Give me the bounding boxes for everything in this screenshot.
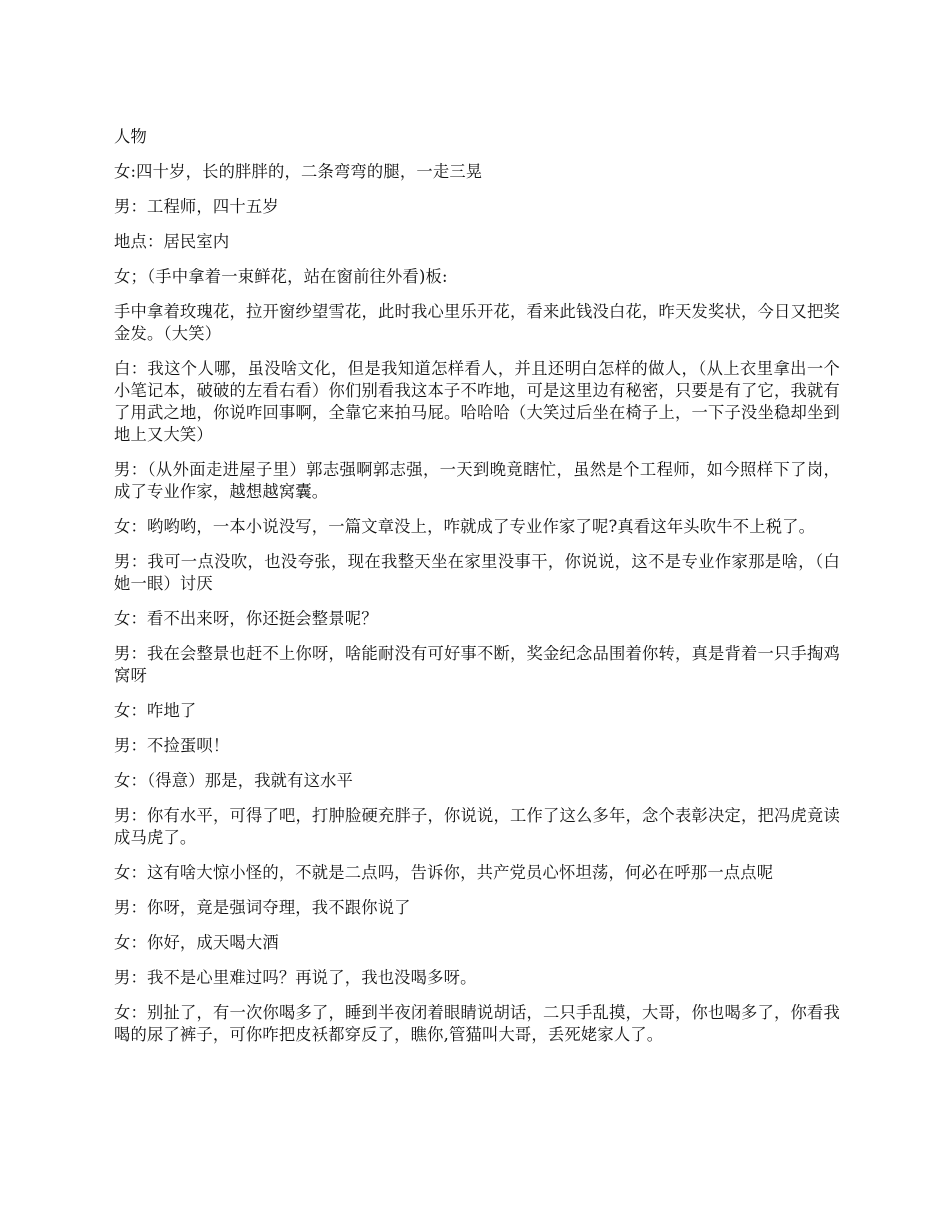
- paragraph-location: 地点：居民室内: [114, 232, 230, 251]
- paragraph-dialogue: 男：我在会整景也赶不上你呀，啥能耐没有可好事不断，奖金纪念品围着你转，真是背着一只手掏鸡窝呀: [114, 644, 840, 685]
- paragraph-dialogue: 男：你有水平，可得了吧，打肿脸硬充胖子，你说说，工作了这么多年，念个表彰决定，把冯虎竟读成马虎了。: [114, 806, 840, 847]
- paragraph-dialogue: 女：别扯了，有一次你喝多了，睡到半夜闭着眼睛说胡话，二只手乱摸，大哥，你也喝多了，你看我喝的尿了裤子，可你咋把皮袄都穿反了，瞧你,管猫叫大哥，丢死姥家人了。: [114, 1003, 840, 1044]
- paragraph-dialogue: 女：看不出来呀，你还挺会整景呢？: [114, 609, 378, 628]
- paragraph-dialogue: 男：我不是心里难过吗？再说了，我也没喝多呀。: [114, 968, 477, 987]
- paragraph-dialogue: 男：你呀，竟是强词夺理，我不跟你说了: [114, 898, 411, 917]
- paragraph-dialogue: 男：不捡蛋呗！: [114, 736, 230, 755]
- paragraph-verse: 手中拿着玫瑰花，拉开窗纱望雪花，此时我心里乐开花，看来此钱没白花，昨天发奖状，今日又把奖金发。（大笑）: [114, 302, 840, 343]
- paragraph-dialogue: 女：哟哟哟，一本小说没写，一篇文章没上，咋就成了专业作家了呢?真看这年头吹牛不上税了。: [114, 517, 816, 536]
- document-page: [114, 126, 840, 1059]
- paragraph-dialogue: 女：这有啥大惊小怪的，不就是二点吗，告诉你，共产党员心怀坦荡，何必在呼那一点点呢: [114, 863, 774, 882]
- paragraph-characters-heading: 人物: [114, 127, 147, 146]
- paragraph-dialogue: 男：我可一点没吹，也没夸张，现在我整天坐在家里没事干，你说说，这不是专业作家那是啥，（白她一眼）讨厌: [114, 552, 840, 593]
- paragraph-dialogue: 女：咋地了: [114, 701, 197, 720]
- paragraph-dialogue: 男：（从外面走进屋子里）郭志强啊郭志强，一天到晚竟瞎忙，虽然是个工程师，如今照样下了岗，成了专业作家，越想越窝囊。: [114, 460, 840, 501]
- paragraph-monologue: 白：我这个人哪，虽没啥文化，但是我知道怎样看人，并且还明白怎样的做人，（从上衣里拿出一个小笔记本，破破的左看右看）你们别看我这本子不咋地，可是这里边有秘密，只要是有了它，我就有了用武之地，你说咋回事啊，全靠它来拍马屁。哈哈哈（大笑过后坐在椅子上，一下子没坐稳却坐到地上又大笑）: [114, 359, 840, 444]
- paragraph-character-woman: 女:四十岁，长的胖胖的，二条弯弯的腿，一走三晃: [114, 162, 483, 181]
- paragraph-stage-direction: 女；（手中拿着一束鲜花，站在窗前往外看)板:: [114, 267, 448, 286]
- paragraph-character-man: 男：工程师，四十五岁: [114, 197, 279, 216]
- paragraph-dialogue: 女：（得意）那是，我就有这水平: [114, 771, 354, 790]
- paragraph-dialogue: 女：你好，成天喝大酒: [114, 933, 279, 952]
